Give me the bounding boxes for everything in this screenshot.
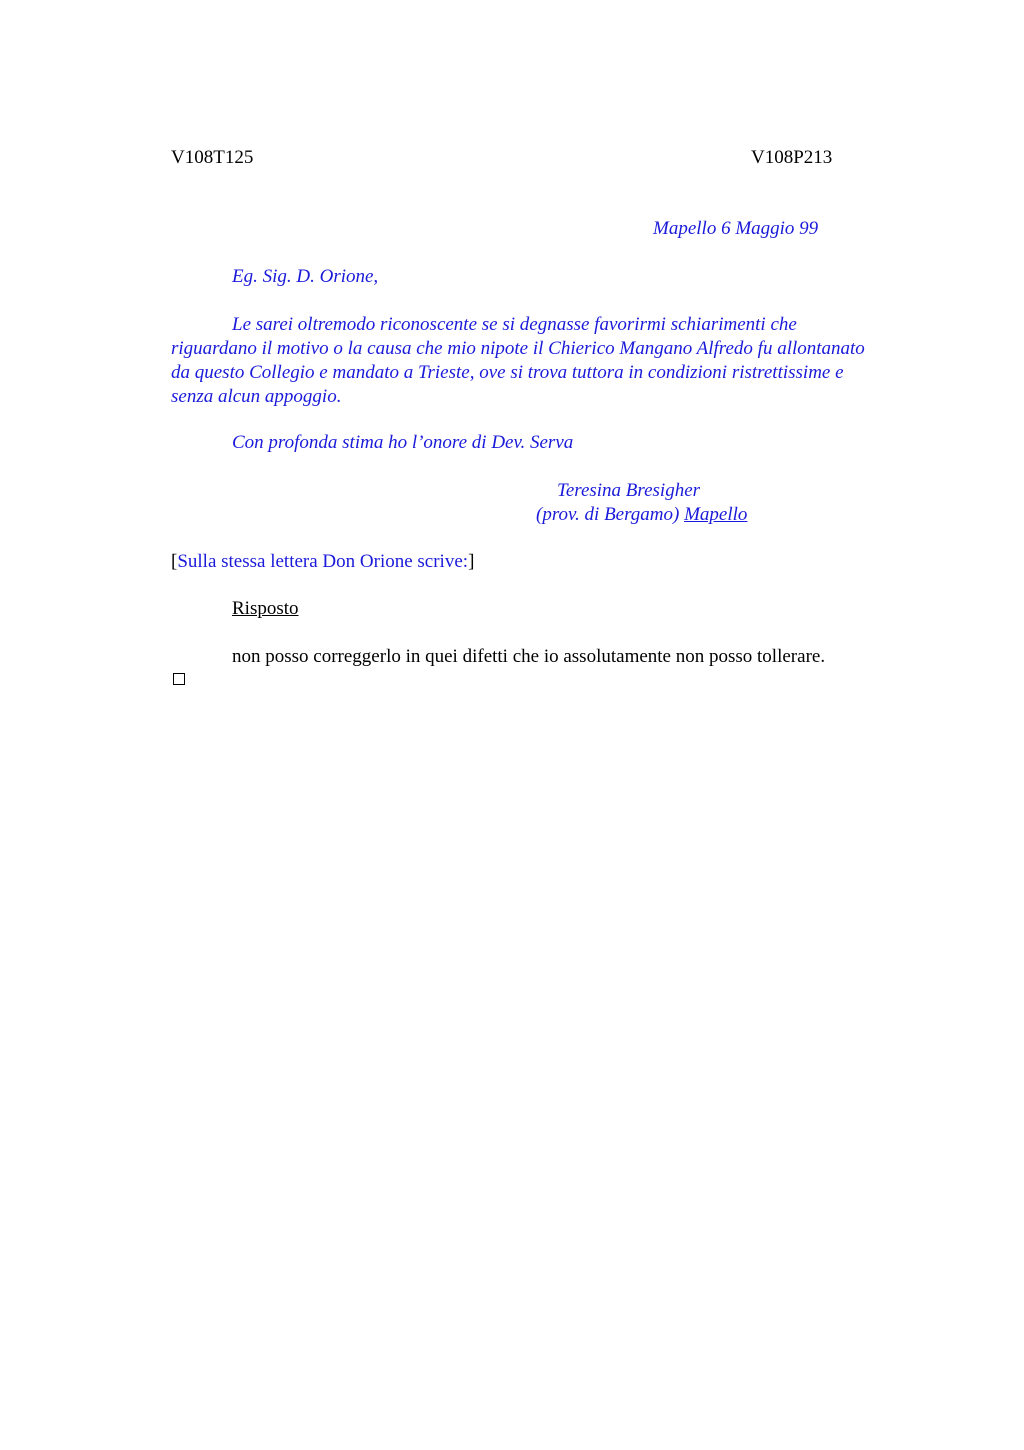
empty-square-icon [173, 673, 185, 685]
note-open-bracket: [ [171, 551, 178, 572]
note-text: Sulla stessa lettera Don Orione scrive: [177, 551, 469, 572]
note-close-bracket: ] [468, 551, 475, 572]
editorial-note [171, 550, 474, 574]
reply-heading: Risposto [232, 598, 299, 619]
signature-location [536, 503, 747, 527]
document-code-right: V108P213 [751, 147, 833, 168]
letter-salutation: Eg. Sig. D. Orione, [232, 266, 379, 287]
signature-town: Mapello [684, 504, 748, 525]
document-code-left: V108T125 [171, 147, 254, 168]
letter-body-text: Le sarei oltremodo riconoscente se si degnasse favorirmi schiarimenti che riguardano il motivo o la causa che mio nipote il Chierico Mangano Alfredo fu allontanato da questo Collegio e mandato a Trieste, ove si trova tuttora in condizioni ristrettissime e senza alcun appoggio. [171, 314, 865, 407]
signature-name: Teresina Bresigher [557, 480, 701, 501]
letter-body-paragraph [171, 313, 881, 409]
signature-province: (prov. di Bergamo) [536, 504, 680, 525]
reply-text: non posso correggerlo in quei difetti che io assolutamente non posso tollerare. [232, 646, 826, 667]
letter-closing: Con profonda stima ho l’onore di Dev. Serva [232, 432, 574, 453]
letter-place-date: Mapello 6 Maggio 99 [653, 218, 819, 239]
